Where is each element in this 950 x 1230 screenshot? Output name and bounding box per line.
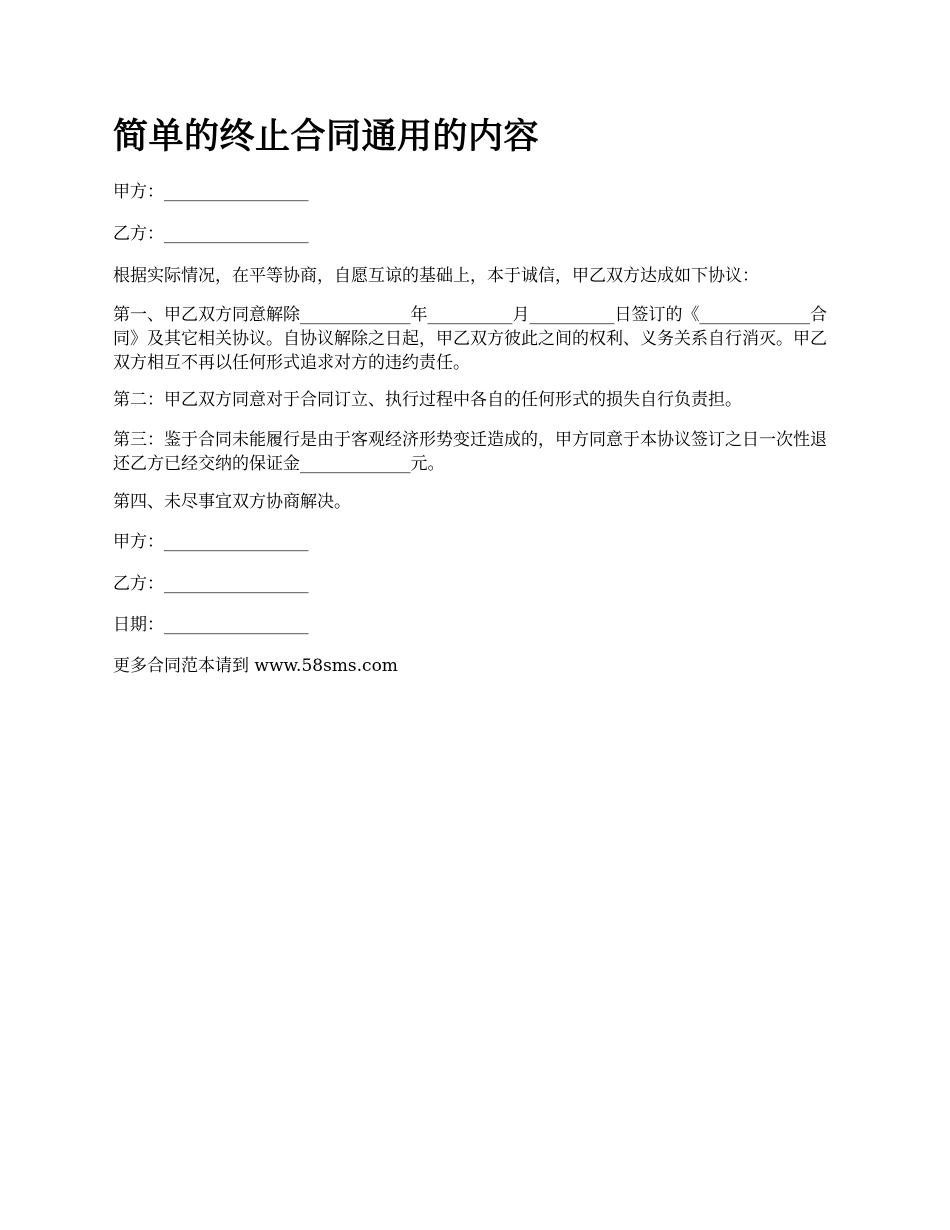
clause-2: 第二：甲乙双方同意对于合同订立、执行过程中各自的任何形式的损失自行负责担。 xyxy=(113,390,742,410)
party-a-line-bottom: 甲方：_________________ xyxy=(113,532,309,552)
clause-3: 第三：鉴于合同未能履行是由于客观经济形势变迁造成的，甲方同意于本协议签订之日一次性退还乙方已经交纳的保证金_____________元。 xyxy=(113,430,827,474)
party-b-line-top: 乙方：_________________ xyxy=(113,224,309,244)
footer-link-text: 更多合同范本请到 www.58sms.com xyxy=(113,656,398,676)
clause-1: 第一、甲乙双方同意解除_____________年__________月__________日签订的《_____________合同》及其它相关协议。自协议解除之日起，甲乙双方彼此之间的权利、义务关系自行消灭。甲乙双方相互不再以任何形式追求对方的违约责任。 xyxy=(113,305,827,373)
date-line: 日期：_________________ xyxy=(113,615,309,635)
party-b-line-bottom: 乙方：_________________ xyxy=(113,574,309,594)
party-a-line-top: 甲方：_________________ xyxy=(113,182,309,202)
intro-paragraph: 根据实际情况，在平等协商，自愿互谅的基础上，本于诚信，甲乙双方达成如下协议： xyxy=(113,266,759,286)
document-title: 简单的终止合同通用的内容 xyxy=(113,116,540,157)
clause-4: 第四、未尽事宜双方协商解决。 xyxy=(113,492,351,512)
